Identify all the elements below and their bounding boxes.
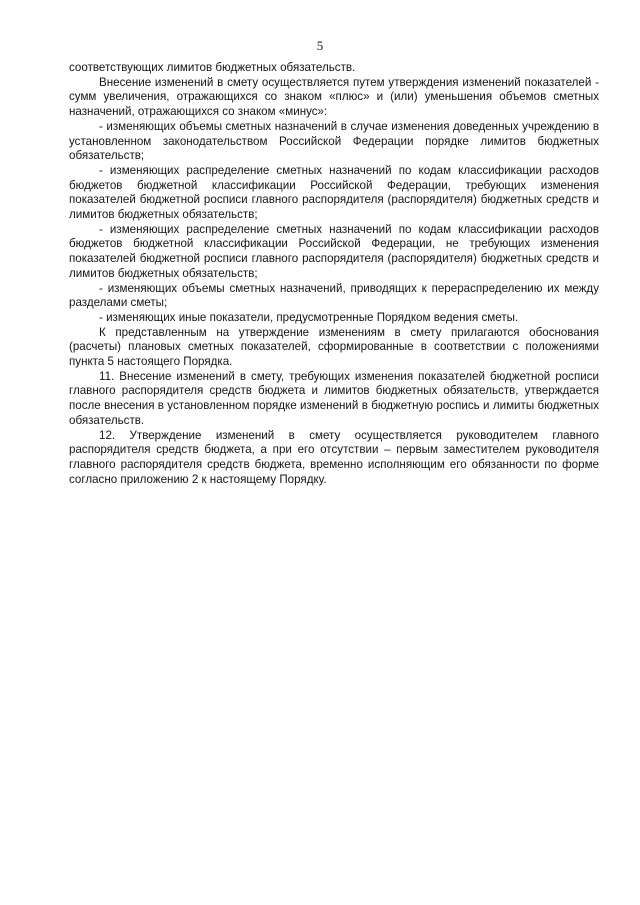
paragraph-justifications: К представленным на утверждение изменениям в смету прилагаются обоснования (расчеты) плановых сметных показателей, сформированные в соответствии с положениями пункта 5 настоящего Порядка. — [69, 325, 599, 369]
list-item-distribution-requiring: - изменяющих распределение сметных назначений по кодам классификации расходов бюджетов бюджетной классификации Российской Федерации, требующих изменения показателей бюджетной росписи главного распорядителя (распорядителя) бюджетных средств и лимитов бюджетных обязательств; — [69, 163, 599, 222]
list-item-volume-limits: - изменяющих объемы сметных назначений в случае изменения доведенных учреждению в установленном законодательством Российской Федерации порядке лимитов бюджетных обязательств; — [69, 119, 599, 163]
paragraph-item-12: 12. Утверждение изменений в смету осуществляется руководителем главного распорядителя средств бюджета, а при его отсутствии – первым заместителем руководителя главного распорядителя средств бюджета, временно исполняющим его обязанности по форме согласно приложению 2 к настоящему Порядку. — [69, 428, 599, 486]
paragraph-continuation: соответствующих лимитов бюджетных обязательств. — [69, 61, 356, 74]
paragraph-item-11: 11. Внесение изменений в смету, требующих изменения показателей бюджетной росписи главного распорядителя средств бюджета и лимитов бюджетных обязательств, утверждается после внесения в установленном порядке изменений в бюджетную роспись и лимиты бюджетных обязательств. — [69, 369, 599, 427]
list-item-redistribution: - изменяющих объемы сметных назначений, приводящих к перераспределению их между разделами сметы; — [69, 281, 599, 310]
list-item-distribution-not-requiring: - изменяющих распределение сметных назначений по кодам классификации расходов бюджетов бюджетной классификации Российской Федерации, не требующих изменения показателей бюджетной росписи главного распорядителя (распорядителя) бюджетных средств и лимитов бюджетных обязательств; — [69, 222, 599, 280]
document-body — [69, 61, 599, 487]
list-item-other-indicators: - изменяющих иные показатели, предусмотренные Порядком ведения сметы. — [99, 310, 519, 324]
paragraph-changes-intro: Внесение изменений в смету осуществляется путем утверждения изменений показателей - сумм увеличения, отражающихся со знаком «плюс» и (или) уменьшения объемов сметных назначений, отражающихся со знаком «минус»: — [69, 75, 599, 119]
page-number: 5 — [316, 38, 324, 53]
